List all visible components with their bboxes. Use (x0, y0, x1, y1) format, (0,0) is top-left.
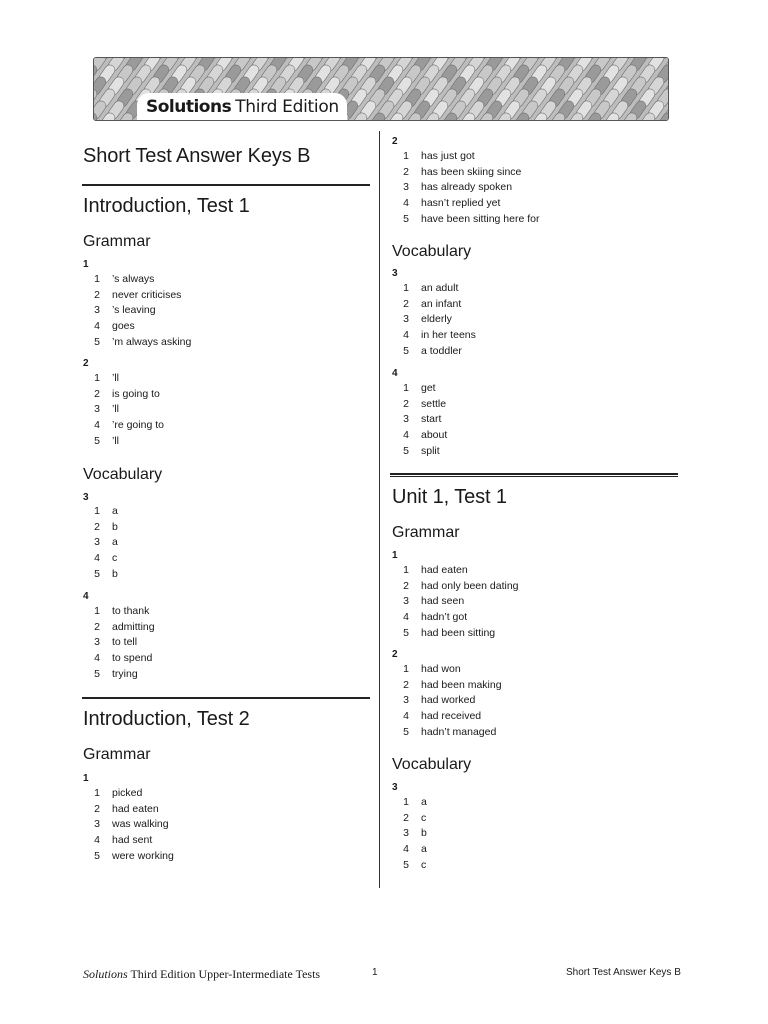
answer-number: 5 (403, 212, 409, 225)
answer-item (399, 626, 519, 642)
answer-number: 2 (403, 165, 409, 178)
answer-number: 5 (94, 434, 100, 447)
answer-list (90, 504, 118, 582)
answer-text: an adult (421, 282, 459, 294)
answer-number: 2 (94, 288, 100, 301)
answer-number: 1 (403, 382, 409, 394)
answer-number: 2 (94, 802, 100, 815)
answer-text: had sent (112, 834, 153, 847)
answer-text: have been sitting here for (421, 212, 540, 225)
answer-text: an infant (421, 297, 462, 310)
answer-text: a (421, 843, 427, 856)
answer-text: goes (112, 320, 135, 333)
header-banner (93, 57, 669, 121)
answer-text: b (421, 827, 427, 840)
answer-text: had eaten (421, 564, 468, 576)
answer-item (90, 620, 155, 636)
answer-list (90, 604, 155, 682)
answer-number: 4 (94, 552, 100, 565)
answer-text: never criticises (112, 288, 182, 301)
answer-item (399, 328, 476, 344)
answer-number: 4 (403, 329, 409, 342)
brand-rest: Third Edition (235, 96, 339, 117)
answer-list (399, 281, 476, 359)
answer-text: hadn’t got (421, 611, 468, 624)
answer-item (90, 371, 164, 387)
answer-number: 2 (403, 397, 409, 410)
answer-number: 5 (94, 567, 100, 580)
answer-item (90, 635, 155, 651)
answer-text: start (421, 413, 442, 426)
exercise-number: 4 (83, 591, 89, 602)
answer-number: 4 (403, 843, 409, 856)
answer-number: 2 (94, 387, 100, 400)
answer-number: 2 (403, 297, 409, 310)
answer-number: 3 (403, 694, 409, 707)
answer-number: 1 (403, 663, 409, 675)
answer-number: 4 (403, 429, 409, 442)
footer-italic: Solutions (83, 967, 128, 981)
answer-number: 2 (94, 620, 100, 633)
answer-item (399, 842, 427, 858)
answer-text: had won (421, 663, 461, 675)
answer-item (90, 288, 191, 304)
answer-text: c (421, 858, 427, 871)
answer-item (90, 849, 174, 865)
answer-number: 4 (403, 710, 409, 723)
answer-number: 5 (403, 858, 409, 871)
answer-item (90, 303, 191, 319)
answer-item (90, 667, 155, 683)
answer-text: in her teens (421, 329, 476, 342)
answer-text: split (421, 444, 440, 457)
answer-item (90, 520, 118, 536)
answer-item (399, 709, 502, 725)
answer-text: admitting (112, 620, 155, 633)
answer-list (399, 795, 427, 873)
answer-text: ’m always asking (112, 335, 192, 348)
answer-item (90, 535, 118, 551)
exercise-number: 1 (392, 550, 398, 561)
answer-text: had only been dating (421, 579, 519, 592)
answer-text: trying (112, 667, 138, 680)
answer-number: 3 (94, 818, 100, 831)
answer-number: 5 (403, 444, 409, 457)
answer-item (399, 795, 427, 811)
answer-text: ’ll (112, 372, 119, 384)
answer-number: 4 (94, 320, 100, 333)
answer-item (399, 297, 476, 313)
answer-text: ’ll (112, 434, 119, 447)
answer-number: 5 (403, 725, 409, 738)
answer-item (399, 397, 447, 413)
exercise-number: 3 (392, 782, 398, 793)
answer-item (399, 196, 540, 212)
answer-item (90, 786, 174, 802)
exercise-number: 1 (83, 773, 89, 784)
brand-logo (137, 93, 347, 120)
answer-text: hasn’t replied yet (421, 197, 501, 210)
answer-item (90, 418, 164, 434)
subheading-vocabulary: Vocabulary (83, 466, 163, 483)
answer-item (399, 579, 519, 595)
answer-item (399, 212, 540, 228)
footer-rest: Third Edition Upper-Intermediate Tests (127, 967, 321, 981)
answer-number: 4 (403, 611, 409, 624)
answer-item (399, 725, 502, 741)
answer-item (90, 434, 164, 450)
answer-item (399, 444, 447, 460)
answer-item (90, 387, 164, 403)
answer-item (90, 833, 174, 849)
answer-item (90, 319, 191, 335)
answer-number: 5 (94, 667, 100, 680)
subheading-vocabulary: Vocabulary (392, 756, 472, 773)
answer-text: a (112, 536, 118, 549)
answer-item (399, 678, 502, 694)
page-title: Short Test Answer Keys B (83, 145, 311, 167)
answer-text: to tell (112, 636, 138, 649)
answer-text: about (421, 429, 448, 442)
answer-number: 3 (403, 595, 409, 608)
answer-number: 4 (94, 834, 100, 847)
column-divider (379, 131, 380, 888)
answer-item (90, 651, 155, 667)
answer-number: 1 (403, 564, 409, 576)
answer-text: b (112, 567, 118, 580)
divider-double-rule (390, 473, 678, 475)
answer-item (399, 563, 519, 579)
answer-list (399, 381, 447, 459)
answer-text: has already spoken (421, 181, 513, 194)
answer-text: has been skiing since (421, 165, 522, 178)
answer-text: hadn’t managed (421, 725, 497, 738)
answer-item (90, 272, 191, 288)
answer-text: had worked (421, 694, 476, 707)
answer-text: a (112, 505, 118, 517)
answer-item (399, 594, 519, 610)
answer-item (90, 402, 164, 418)
answer-item (90, 567, 118, 583)
section-heading-unit1: Unit 1, Test 1 (392, 486, 507, 508)
answer-item (399, 149, 540, 165)
answer-number: 1 (94, 605, 100, 617)
answer-number: 3 (403, 181, 409, 194)
answer-text: were working (112, 849, 174, 862)
answer-list (399, 662, 502, 740)
answer-item (399, 826, 427, 842)
answer-number: 4 (94, 419, 100, 432)
divider-rule (82, 184, 370, 186)
answer-text: c (421, 811, 427, 824)
answer-number: 4 (94, 652, 100, 665)
answer-number: 2 (403, 579, 409, 592)
answer-item (399, 312, 476, 328)
exercise-number: 3 (83, 492, 89, 503)
answer-item (399, 281, 476, 297)
subheading-grammar: Grammar (83, 233, 151, 250)
answer-number: 5 (94, 335, 100, 348)
answer-text: ’ll (112, 403, 119, 416)
exercise-number: 4 (392, 368, 398, 379)
exercise-number: 2 (392, 136, 398, 147)
answer-text: picked (112, 787, 143, 799)
answer-number: 4 (403, 197, 409, 210)
exercise-number: 2 (83, 358, 89, 369)
answer-number: 1 (94, 787, 100, 799)
answer-text: to thank (112, 605, 150, 617)
divider-rule (82, 697, 370, 699)
answer-text: ’s always (112, 273, 155, 285)
answer-text: had seen (421, 595, 465, 608)
page-number: 1 (372, 967, 378, 978)
answer-list (90, 272, 191, 350)
answer-item (399, 428, 447, 444)
answer-text: to spend (112, 652, 153, 665)
answer-number: 1 (94, 505, 100, 517)
answer-number: 1 (403, 150, 409, 162)
answer-number: 3 (94, 304, 100, 317)
answer-list (90, 371, 164, 449)
answer-item (399, 610, 519, 626)
footer-book-title (83, 967, 320, 982)
answer-number: 3 (94, 403, 100, 416)
answer-number: 2 (403, 811, 409, 824)
answer-text: a toddler (421, 344, 462, 357)
answer-text: settle (421, 397, 447, 410)
section-heading-intro1: Introduction, Test 1 (83, 195, 250, 217)
answer-number: 2 (403, 678, 409, 691)
answer-text: elderly (421, 313, 452, 326)
answer-item (90, 604, 155, 620)
answer-text: had been sitting (421, 626, 496, 639)
answer-text: had been making (421, 678, 502, 691)
answer-number: 3 (94, 636, 100, 649)
answer-number: 5 (403, 626, 409, 639)
answer-number: 3 (403, 313, 409, 326)
subheading-vocabulary: Vocabulary (392, 243, 472, 260)
answer-item (90, 817, 174, 833)
exercise-number: 3 (392, 268, 398, 279)
answer-text: c (112, 552, 118, 565)
answer-list (399, 149, 540, 227)
answer-number: 1 (94, 273, 100, 285)
footer-doc-title: Short Test Answer Keys B (566, 967, 681, 978)
answer-item (90, 802, 174, 818)
answer-item (399, 811, 427, 827)
answer-list (90, 786, 174, 864)
answer-text: had eaten (112, 802, 159, 815)
answer-item (399, 344, 476, 360)
answer-number: 5 (94, 849, 100, 862)
subheading-grammar: Grammar (392, 524, 460, 541)
answer-item (399, 858, 427, 874)
answer-number: 2 (94, 520, 100, 533)
answer-text: has just got (421, 150, 475, 162)
answer-item (90, 504, 118, 520)
answer-text: b (112, 520, 118, 533)
answer-item (399, 693, 502, 709)
answer-item (90, 551, 118, 567)
answer-list (399, 563, 519, 641)
answer-item (399, 180, 540, 196)
answer-text: is going to (112, 387, 160, 400)
section-heading-intro2: Introduction, Test 2 (83, 708, 250, 730)
exercise-number: 1 (83, 259, 89, 270)
exercise-number: 2 (392, 649, 398, 660)
answer-number: 3 (94, 536, 100, 549)
answer-number: 5 (403, 344, 409, 357)
answer-text: was walking (112, 818, 169, 831)
answer-item (90, 335, 191, 351)
answer-text: ’re going to (112, 419, 164, 432)
answer-item (399, 165, 540, 181)
answer-item (399, 412, 447, 428)
answer-text: ’s leaving (112, 304, 156, 317)
answer-number: 1 (94, 372, 100, 384)
answer-text: a (421, 796, 427, 808)
answer-number: 1 (403, 796, 409, 808)
answer-text: had received (421, 710, 482, 723)
answer-number: 3 (403, 413, 409, 426)
answer-item (399, 662, 502, 678)
brand-bold: Solutions (146, 96, 232, 117)
answer-item (399, 381, 447, 397)
answer-number: 1 (403, 282, 409, 294)
subheading-grammar: Grammar (83, 746, 151, 763)
answer-number: 3 (403, 827, 409, 840)
answer-text: get (421, 382, 436, 394)
